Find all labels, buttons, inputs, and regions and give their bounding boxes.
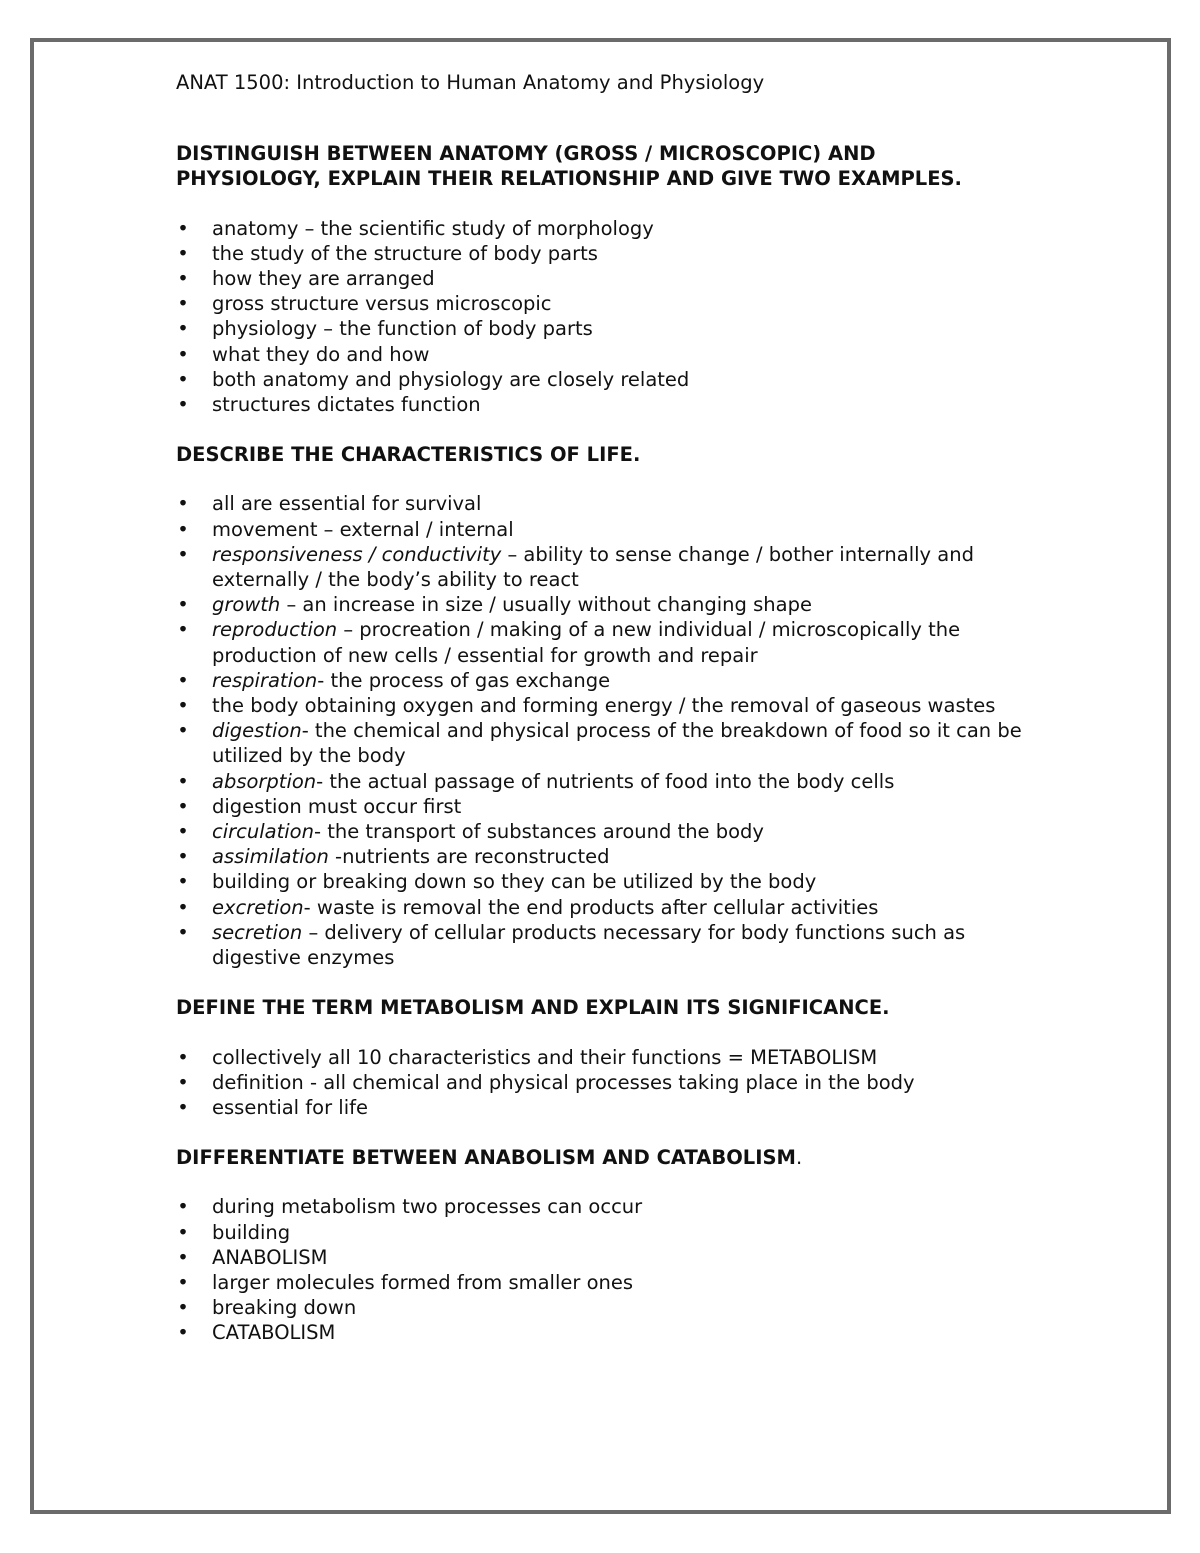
list-item-text: breaking down <box>212 1296 357 1320</box>
list-item-text: building <box>212 1220 291 1244</box>
section-heading <box>176 995 1026 1020</box>
list-item-term: excretion <box>212 895 304 919</box>
section-heading-text: DISTINGUISH BETWEEN ANATOMY (GROSS / MICROSCOPIC) AND PHYSIOLOGY, EXPLAIN THEIR RELATIONSHIP AND GIVE TWO EXAMPLES. <box>176 142 962 191</box>
list-item-text: definition - all chemical and physical processes taking place in the body <box>212 1070 915 1094</box>
list-item <box>176 342 1026 367</box>
list-item-text: -nutrients are reconstructed <box>328 845 610 869</box>
list-item <box>176 367 1026 392</box>
section-heading-text: DESCRIBE THE CHARACTERISTICS OF LIFE. <box>176 443 641 467</box>
bullet-icon: • <box>177 694 189 718</box>
list-item <box>176 266 1026 291</box>
bullet-list <box>176 216 1026 418</box>
list-item-text: – an increase in size / usually without changing shape <box>280 593 812 617</box>
bullet-icon: • <box>177 1045 189 1069</box>
bullet-icon: • <box>177 1296 189 1320</box>
bullet-icon: • <box>177 769 189 793</box>
list-item <box>176 844 1026 869</box>
bullet-icon: • <box>177 1095 189 1119</box>
list-item <box>176 316 1026 341</box>
section-heading <box>176 442 1026 467</box>
bullet-icon: • <box>177 618 189 642</box>
bullet-icon: • <box>177 1270 189 1294</box>
bullet-icon: • <box>177 1245 189 1269</box>
bullet-icon: • <box>177 542 189 566</box>
list-item-text: - the transport of substances around the body <box>313 820 764 844</box>
list-item-text: ANABOLISM <box>212 1245 328 1269</box>
section-heading <box>176 1145 1026 1170</box>
list-item-text: gross structure versus microscopic <box>212 292 552 316</box>
list-item-term: growth <box>212 593 281 617</box>
bullet-icon: • <box>177 668 189 692</box>
bullet-icon: • <box>177 342 189 366</box>
list-item-text: anatomy – the scientific study of morphology <box>212 216 654 240</box>
list-item <box>176 517 1026 542</box>
bullet-icon: • <box>177 1195 189 1219</box>
list-item-text: - the process of gas exchange <box>317 668 611 692</box>
list-item-text: how they are arranged <box>212 267 435 291</box>
bullet-icon: • <box>177 870 189 894</box>
section-heading-tail: . <box>795 1146 803 1170</box>
bullet-icon: • <box>177 317 189 341</box>
list-item-text: the body obtaining oxygen and forming energy / the removal of gaseous wastes <box>212 694 996 718</box>
list-item-term: responsiveness / conductivity <box>212 542 502 566</box>
list-item <box>176 1194 1026 1219</box>
bullet-icon: • <box>177 593 189 617</box>
list-item-text: building or breaking down so they can be utilized by the body <box>212 870 817 894</box>
list-item <box>176 1295 1026 1320</box>
list-item <box>176 617 1026 667</box>
list-item-text: - the chemical and physical process of the breakdown of food so it can be utilized by the body <box>212 719 1022 768</box>
bullet-icon: • <box>177 1070 189 1094</box>
bullet-icon: • <box>177 492 189 516</box>
list-item <box>176 769 1026 794</box>
bullet-icon: • <box>177 920 189 944</box>
list-item-text: all are essential for survival <box>212 492 482 516</box>
list-item-text: during metabolism two processes can occur <box>212 1195 643 1219</box>
bullet-icon: • <box>177 895 189 919</box>
bullet-icon: • <box>177 292 189 316</box>
section-heading-text: DEFINE THE TERM METABOLISM AND EXPLAIN ITS SIGNIFICANCE. <box>176 996 890 1020</box>
bullet-icon: • <box>177 1220 189 1244</box>
bullet-icon: • <box>177 820 189 844</box>
bullet-icon: • <box>177 719 189 743</box>
list-item-text: movement – external / internal <box>212 517 514 541</box>
list-item-text: physiology – the function of body parts <box>212 317 593 341</box>
list-item-text: - the actual passage of nutrients of food into the body cells <box>316 769 895 793</box>
list-item-text: what they do and how <box>212 342 430 366</box>
list-item <box>176 392 1026 417</box>
list-item <box>176 592 1026 617</box>
list-item <box>176 291 1026 316</box>
list-item-text: – ability to sense change / bother internally and externally / the body’s ability to react <box>212 542 974 592</box>
list-item-term: secretion <box>212 920 303 944</box>
list-item-text: larger molecules formed from smaller ones <box>212 1270 634 1294</box>
list-item <box>176 693 1026 718</box>
list-item-text: – delivery of cellular products necessary for body functions such as digestive enzymes <box>212 920 966 970</box>
list-item <box>176 241 1026 266</box>
list-item <box>176 895 1026 920</box>
list-item-text: both anatomy and physiology are closely related <box>212 367 690 391</box>
bullet-icon: • <box>177 367 189 391</box>
list-item-text: - waste is removal the end products after cellular activities <box>303 895 879 919</box>
list-item-term: circulation <box>212 820 314 844</box>
list-item-text: essential for life <box>212 1095 369 1119</box>
list-item <box>176 542 1026 592</box>
bullet-icon: • <box>177 267 189 291</box>
document-title: ANAT 1500: Introduction to Human Anatomy and Physiology <box>176 71 765 94</box>
list-item-text: structures dictates function <box>212 393 481 417</box>
bullet-icon: • <box>177 393 189 417</box>
list-item <box>176 1220 1026 1245</box>
bullet-icon: • <box>177 517 189 541</box>
list-item <box>176 216 1026 241</box>
list-item-text: CATABOLISM <box>212 1321 336 1345</box>
list-item-term: respiration <box>212 668 318 692</box>
list-item <box>176 1245 1026 1270</box>
list-item-text: digestion must occur first <box>212 794 462 818</box>
list-item <box>176 1070 1026 1095</box>
list-item <box>176 1320 1026 1345</box>
document-body <box>176 70 1026 1346</box>
list-item <box>176 1095 1026 1120</box>
list-item <box>176 920 1026 970</box>
section-heading <box>176 141 1026 191</box>
list-item <box>176 1270 1026 1295</box>
bullet-list <box>176 1045 1026 1121</box>
bullet-icon: • <box>177 241 189 265</box>
list-item <box>176 491 1026 516</box>
list-item <box>176 794 1026 819</box>
bullet-icon: • <box>177 845 189 869</box>
bullet-list <box>176 1194 1026 1345</box>
bullet-icon: • <box>177 216 189 240</box>
section-heading-text: DIFFERENTIATE BETWEEN ANABOLISM AND CATABOLISM <box>176 1146 796 1170</box>
list-item <box>176 668 1026 693</box>
list-item-term: assimilation <box>212 845 329 869</box>
list-item <box>176 718 1026 768</box>
list-item-text: – procreation / making of a new individual / microscopically the production of new cells / essential for growth and repair <box>212 618 961 667</box>
list-item-text: the study of the structure of body parts <box>212 241 598 265</box>
bullet-icon: • <box>177 794 189 818</box>
list-item-term: absorption <box>212 769 317 793</box>
list-item-term: reproduction <box>212 618 338 642</box>
list-item-text: collectively all 10 characteristics and their functions = METABOLISM <box>212 1045 878 1069</box>
list-item <box>176 819 1026 844</box>
list-item-term: digestion <box>212 719 302 743</box>
list-item <box>176 1045 1026 1070</box>
bullet-icon: • <box>177 1321 189 1345</box>
list-item <box>176 869 1026 894</box>
bullet-list <box>176 491 1026 970</box>
